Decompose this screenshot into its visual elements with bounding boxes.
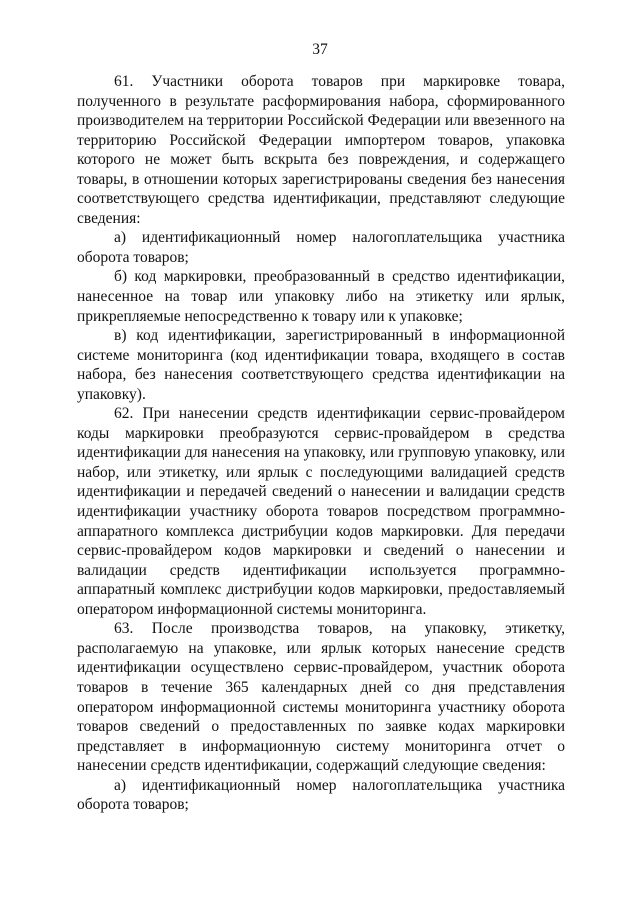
paragraph-61-item-v: в) код идентификации, зарегистрированный в информационной системе мониторинга (код идентификации товара, входящего в состав набора, без нанесения соответствующего средства идентификации на упаковку). xyxy=(77,327,565,403)
paragraph-63-item-a: а) идентификационный номер налогоплательщика участника оборота товаров; xyxy=(77,776,565,814)
page-number: 37 xyxy=(312,41,328,58)
paragraph-62: 62. При нанесении средств идентификации сервис-провайдером коды маркировки преобразуются сервис-провайдером в средства идентификации для нанесения на упаковку, или групповую упаковку, или набор, или этикетку, или ярлык с последующими валидацией средств идентификации и передачей сведений о нанесении и валидации средств идентификации участнику оборота товаров посредством программно-аппаратного комплекса дистрибуции кодов маркировки. Для передачи сервис-провайдером кодов маркировки и сведений о нанесении и валидации средств идентификации используется программно-аппаратный комплекс дистрибуции кодов маркировки, предоставляемый оператором информационной системы мониторинга. xyxy=(77,405,565,618)
document-body xyxy=(77,72,565,815)
paragraph-61-item-b: б) код маркировки, преобразованный в средство идентификации, нанесенное на товар или упаковку либо на этикетку или ярлык, прикрепляемые непосредственно к товару или к упаковке; xyxy=(77,268,565,325)
paragraph-61: 61. Участники оборота товаров при маркировке товара, полученного в результате расформирования набора, сформированного производителем на территории Российской Федерации или ввезенного на территорию Российской Федерации импортером товаров, упаковка которого не может быть вскрыта без повреждения, и содержащего товары, в отношении которых зарегистрированы сведения без нанесения соответствующего средства идентификации, представляют следующие сведения: xyxy=(77,73,565,227)
paragraph-63: 63. После производства товаров, на упаковку, этикетку, располагаемую на упаковке, или ярлык которых нанесение средств идентификации осуществлено сервис-провайдером, участник оборота товаров в течение 365 календарных дней со дня представления оператором информационной системы мониторинга участнику оборота товаров сведений о предоставленных по заявке кодах маркировки представляет в информационную систему мониторинга отчет о нанесении средств идентификации, содержащий следующие сведения: xyxy=(77,620,565,775)
paragraph-61-item-a: а) идентификационный номер налогоплательщика участника оборота товаров; xyxy=(77,229,565,266)
